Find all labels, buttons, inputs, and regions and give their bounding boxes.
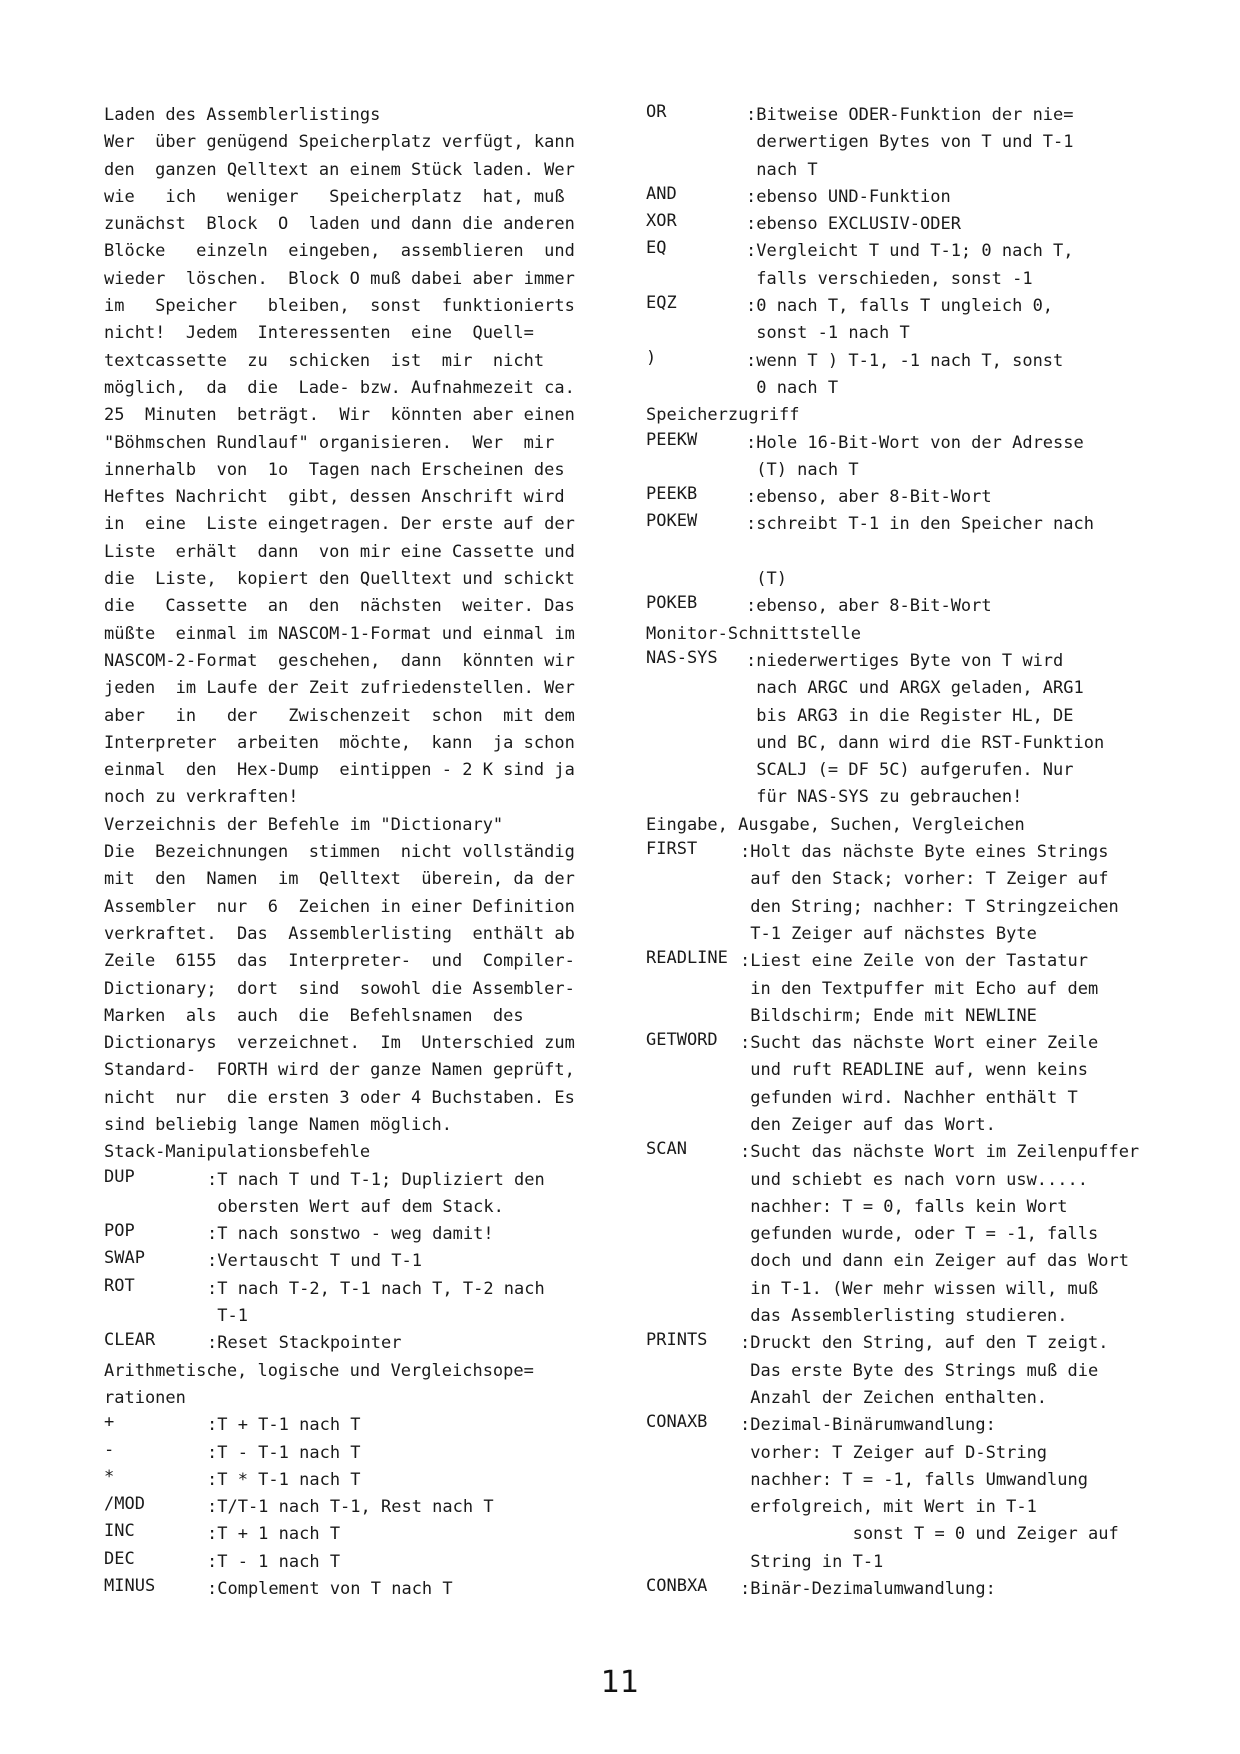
command-name: READLINE	[646, 948, 728, 969]
command-description	[207, 1494, 606, 1521]
description-line: :ebenso UND-Funktion	[746, 186, 951, 207]
command-name: DUP	[104, 1166, 135, 1187]
command-name: *	[104, 1466, 115, 1487]
paragraph-line: noch zu verkraften!	[104, 787, 299, 808]
description-line: :Sucht das nächste Wort im Zeilenpuffer	[740, 1142, 1140, 1163]
command-entry	[646, 1576, 1166, 1603]
monitor-heading: Monitor-Schnittstelle	[646, 623, 861, 644]
description-line: :T nach T-2, T-1 nach T, T-2 nach	[207, 1278, 545, 1299]
description-line: :Bitweise ODER-Funktion der nie=	[746, 105, 1074, 125]
command-entry	[646, 211, 1166, 238]
description-line: 0 nach T	[746, 377, 839, 398]
command-description	[207, 1276, 606, 1331]
command-description	[207, 1167, 606, 1222]
description-line: sonst -1 nach T	[746, 323, 910, 344]
description-line: :T + 1 nach T	[207, 1524, 341, 1545]
command-name: NAS-SYS	[646, 647, 718, 668]
loading-paragraph	[104, 102, 606, 812]
description-line: nach ARGC und ARGX geladen, ARG1	[746, 678, 1084, 699]
command-name: MINUS	[104, 1576, 156, 1597]
command-entry	[646, 238, 1166, 293]
description-line: nachher: T = 0, falls kein Wort	[740, 1196, 1068, 1217]
command-name: GETWORD	[646, 1030, 718, 1051]
command-description	[746, 102, 1166, 184]
description-line: den String; nachher: T Stringzeichen	[740, 896, 1119, 917]
command-entry	[104, 1330, 606, 1357]
command-description	[740, 1576, 1166, 1603]
command-description	[740, 1412, 1166, 1576]
paragraph-line: nicht! Jedem Interessenten eine Quell=	[104, 323, 534, 344]
io-commands	[646, 839, 1166, 1603]
command-entry	[104, 1576, 606, 1603]
command-name: DEC	[104, 1548, 135, 1569]
command-description	[207, 1549, 606, 1576]
command-name: PEEKB	[646, 484, 698, 505]
command-description	[746, 593, 1166, 620]
description-line: String in T-1	[740, 1551, 884, 1572]
description-line: in T-1. (Wer mehr wissen will, muß	[740, 1278, 1099, 1299]
command-name: POKEW	[646, 511, 698, 532]
description-line: nach T	[746, 159, 818, 180]
description-line: :T nach sonstwo - weg damit!	[207, 1224, 494, 1245]
paragraph-line: sind beliebig lange Namen möglich.	[104, 1114, 452, 1135]
command-name: OR	[646, 102, 667, 122]
description-line: :ebenso, aber 8-Bit-Wort	[746, 487, 992, 508]
command-description	[740, 1030, 1166, 1139]
description-line: :T * T-1 nach T	[207, 1469, 361, 1490]
description-line: sonst T = 0 und Zeiger auf	[740, 1524, 1119, 1545]
command-name: +	[104, 1412, 115, 1433]
command-description	[746, 511, 1166, 593]
paragraph-line: die Cassette an den nächsten weiter. Das	[104, 596, 575, 617]
command-entry	[104, 1521, 606, 1548]
description-line: :T/T-1 nach T-1, Rest nach T	[207, 1497, 494, 1518]
io-heading: Eingabe, Ausgabe, Suchen, Vergleichen	[646, 814, 1025, 835]
command-description	[746, 430, 1166, 485]
paragraph-line: im Speicher bleiben, sonst funktionierts	[104, 296, 575, 317]
description-line: das Assemblerlisting studieren.	[740, 1306, 1068, 1327]
description-line: gefunden wird. Nachher enthält T	[740, 1087, 1078, 1108]
description-line: :Hole 16-Bit-Wort von der Adresse	[746, 432, 1084, 453]
command-description	[746, 211, 1166, 238]
command-entry	[104, 1167, 606, 1222]
command-description	[207, 1412, 606, 1439]
description-line: :schreibt T-1 in den Speicher nach	[746, 514, 1094, 535]
paragraph-line: "Böhmschen Rundlauf" organisieren. Wer mir	[104, 432, 555, 453]
description-line: Das erste Byte des Strings muß die	[740, 1360, 1099, 1381]
paragraph-line: jeden im Laufe der Zeit zufriedenstellen. Wer	[104, 678, 575, 699]
logic-commands	[646, 102, 1166, 402]
command-entry	[646, 839, 1166, 948]
command-entry	[646, 948, 1166, 1030]
description-line: T-1 Zeiger auf nächstes Byte	[740, 923, 1037, 944]
command-name: INC	[104, 1521, 135, 1542]
description-line: :Complement von T nach T	[207, 1579, 453, 1600]
description-line: T-1	[207, 1306, 248, 1327]
description-line: doch und dann ein Zeiger auf das Wort	[740, 1251, 1129, 1272]
arith-heading-line1: Arithmetische, logische und Vergleichsope=	[104, 1360, 534, 1381]
command-entry	[646, 1030, 1166, 1139]
monitor-commands	[646, 648, 1166, 812]
command-entry	[646, 184, 1166, 211]
command-entry	[104, 1467, 606, 1494]
command-entry	[104, 1412, 606, 1439]
paragraph-line: Dictionary; dort sind sowohl die Assembler-	[104, 978, 575, 999]
command-name: )	[646, 347, 657, 368]
description-line: den Zeiger auf das Wort.	[740, 1114, 996, 1135]
command-description	[746, 348, 1166, 403]
command-name: CLEAR	[104, 1330, 156, 1351]
stack-commands	[104, 1167, 606, 1358]
right-column	[646, 102, 1166, 1603]
description-line	[746, 539, 1166, 566]
paragraph-line: Laden des Assemblerlistings	[104, 105, 381, 125]
description-line: :T - T-1 nach T	[207, 1442, 361, 1463]
description-line: für NAS-SYS zu gebrauchen!	[746, 787, 1023, 808]
description-line: vorher: T Zeiger auf D-String	[740, 1442, 1048, 1463]
command-description	[207, 1221, 606, 1248]
command-entry	[104, 1440, 606, 1467]
description-line: :Liest eine Zeile von der Tastatur	[740, 951, 1088, 972]
description-line: :Holt das nächste Byte eines Strings	[740, 842, 1109, 863]
paragraph-line: einmal den Hex-Dump eintippen - 2 K sind ja	[104, 760, 575, 781]
description-line: Bildschirm; Ende mit NEWLINE	[740, 1005, 1037, 1026]
command-entry	[104, 1276, 606, 1331]
description-line: erfolgreich, mit Wert in T-1	[740, 1497, 1037, 1518]
description-line: falls verschieden, sonst -1	[746, 268, 1033, 289]
command-name: CONAXB	[646, 1412, 708, 1433]
command-name: PEEKW	[646, 429, 698, 450]
command-entry	[104, 1221, 606, 1248]
command-entry	[646, 348, 1166, 403]
description-line: :ebenso, aber 8-Bit-Wort	[746, 596, 992, 617]
command-description	[746, 184, 1166, 211]
paragraph-line: wieder löschen. Block O muß dabei aber immer	[104, 268, 575, 289]
command-description	[746, 484, 1166, 511]
command-name: PRINTS	[646, 1330, 708, 1351]
command-name: SWAP	[104, 1248, 145, 1269]
command-description	[207, 1467, 606, 1494]
description-line: :Vertauscht T und T-1	[207, 1251, 422, 1272]
paragraph-line: verkraftet. Das Assemblerlisting enthält ab	[104, 923, 575, 944]
description-line: :Dezimal-Binärumwandlung:	[740, 1415, 996, 1436]
command-entry	[104, 1549, 606, 1576]
description-line: (T) nach T	[746, 459, 859, 480]
command-name: CONBXA	[646, 1576, 708, 1597]
description-line: :Binär-Dezimalumwandlung:	[740, 1579, 996, 1600]
command-name: POP	[104, 1221, 135, 1242]
left-column	[104, 102, 606, 1603]
description-line: derwertigen Bytes von T und T-1	[746, 132, 1074, 153]
paragraph-line: den ganzen Qelltext an einem Stück laden. Wer	[104, 159, 575, 180]
command-name: SCAN	[646, 1139, 687, 1160]
command-entry	[646, 511, 1166, 593]
paragraph-line: Liste erhält dann von mir eine Cassette und	[104, 541, 575, 562]
command-name: ROT	[104, 1275, 135, 1296]
paragraph-line: aber in der Zwischenzeit schon mit dem	[104, 705, 575, 726]
description-line: auf den Stack; vorher: T Zeiger auf	[740, 869, 1109, 890]
command-entry	[646, 430, 1166, 485]
paragraph-line: müßte einmal im NASCOM-1-Format und einmal im	[104, 623, 575, 644]
command-description	[746, 293, 1166, 348]
description-line: obersten Wert auf dem Stack.	[207, 1196, 504, 1217]
command-name: -	[104, 1439, 115, 1460]
paragraph-line: in eine Liste eingetragen. Der erste auf der	[104, 514, 575, 535]
description-line: :wenn T ) T-1, -1 nach T, sonst	[746, 350, 1064, 371]
paragraph-line: Blöcke einzeln eingeben, assemblieren und	[104, 241, 575, 262]
command-name: FIRST	[646, 839, 698, 860]
command-description	[207, 1576, 606, 1603]
command-name: EQZ	[646, 293, 677, 314]
description-line: in den Textpuffer mit Echo auf dem	[740, 978, 1099, 999]
command-description	[740, 1330, 1166, 1412]
command-description	[740, 839, 1166, 948]
description-line: nachher: T = -1, falls Umwandlung	[740, 1469, 1088, 1490]
paragraph-line: möglich, da die Lade- bzw. Aufnahmezeit ca.	[104, 377, 575, 398]
paragraph-line: innerhalb von 1o Tagen nach Erscheinen des	[104, 459, 565, 480]
paragraph-line: Assembler nur 6 Zeichen in einer Definition	[104, 896, 575, 917]
description-line: gefunden wurde, oder T = -1, falls	[740, 1224, 1099, 1245]
description-line: und schiebt es nach vorn usw.....	[740, 1169, 1088, 1190]
command-name: POKEB	[646, 593, 698, 614]
description-line: bis ARG3 in die Register HL, DE	[746, 705, 1074, 726]
description-line: und BC, dann wird die RST-Funktion	[746, 732, 1105, 753]
description-line: :0 nach T, falls T ungleich 0,	[746, 296, 1054, 317]
command-entry	[646, 593, 1166, 620]
paragraph-line: Marken als auch die Befehlsnamen des	[104, 1005, 524, 1026]
command-entry	[646, 293, 1166, 348]
description-line: und ruft READLINE auf, wenn keins	[740, 1060, 1088, 1081]
description-line: SCALJ (= DF 5C) aufgerufen. Nur	[746, 760, 1074, 781]
paragraph-line: Zeile 6155 das Interpreter- und Compiler-	[104, 951, 575, 972]
memory-commands	[646, 430, 1166, 621]
paragraph-line: zunächst Block O laden und dann die anderen	[104, 214, 575, 235]
paragraph-line: Interpreter arbeiten möchte, kann ja schon	[104, 732, 575, 753]
paragraph-line: die Liste, kopiert den Quelltext und schickt	[104, 569, 575, 590]
command-description	[207, 1521, 606, 1548]
description-line: Anzahl der Zeichen enthalten.	[740, 1387, 1048, 1408]
command-description	[740, 948, 1166, 1030]
page-number: 11	[600, 1665, 640, 1700]
command-description	[207, 1248, 606, 1275]
paragraph-line: Heftes Nachricht gibt, dessen Anschrift wird	[104, 487, 565, 508]
command-description	[740, 1139, 1166, 1330]
paragraph-line: textcassette zu schicken ist mir nicht	[104, 350, 545, 371]
command-description	[746, 238, 1166, 293]
arith-heading-line2: rationen	[104, 1387, 186, 1408]
description-line: :Druckt den String, auf den T zeigt.	[740, 1333, 1109, 1354]
description-line: :Vergleicht T und T-1; 0 nach T,	[746, 241, 1074, 262]
command-entry	[646, 1412, 1166, 1576]
command-description	[746, 648, 1166, 812]
paragraph-line: mit den Namen im Qelltext überein, da der	[104, 869, 575, 890]
paragraph-line: wie ich weniger Speicherplatz hat, muß	[104, 186, 565, 207]
command-entry	[646, 1139, 1166, 1330]
description-line: :niederwertiges Byte von T wird	[746, 650, 1064, 671]
command-entry	[646, 102, 1166, 184]
arith-commands	[104, 1412, 606, 1603]
command-entry	[104, 1494, 606, 1521]
command-description	[207, 1330, 606, 1357]
command-entry	[646, 1330, 1166, 1412]
command-name: /MOD	[104, 1494, 145, 1515]
description-line: (T)	[746, 569, 787, 590]
command-name: EQ	[646, 238, 667, 259]
command-entry	[646, 484, 1166, 511]
description-line: :T - 1 nach T	[207, 1551, 341, 1572]
description-line: :T nach T und T-1; Dupliziert den	[207, 1169, 545, 1190]
command-name: AND	[646, 183, 677, 204]
paragraph-line: 25 Minuten beträgt. Wir könnten aber einen	[104, 405, 575, 426]
description-line: :Reset Stackpointer	[207, 1333, 402, 1354]
paragraph-line: NASCOM-2-Format geschehen, dann könnten wir	[104, 650, 575, 671]
paragraph-line: Standard- FORTH wird der ganze Namen geprüft,	[104, 1060, 575, 1081]
description-line: :ebenso EXCLUSIV-ODER	[746, 214, 961, 235]
memory-heading: Speicherzugriff	[646, 405, 800, 426]
command-name: XOR	[646, 211, 677, 232]
command-description	[207, 1440, 606, 1467]
paragraph-line: Die Bezeichnungen stimmen nicht vollständig	[104, 842, 575, 863]
paragraph-line: Dictionarys verzeichnet. Im Unterschied zum	[104, 1033, 575, 1054]
paragraph-line: nicht nur die ersten 3 oder 4 Buchstaben. Es	[104, 1087, 575, 1108]
description-line: :T + T-1 nach T	[207, 1415, 361, 1436]
dictionary-paragraph	[104, 812, 606, 1140]
paragraph-line: Verzeichnis der Befehle im "Dictionary"	[104, 814, 504, 835]
paragraph-line: Wer über genügend Speicherplatz verfügt, kann	[104, 132, 575, 153]
description-line: :Sucht das nächste Wort einer Zeile	[740, 1033, 1099, 1054]
command-entry	[104, 1248, 606, 1275]
command-entry	[646, 648, 1166, 812]
stack-heading: Stack-Manipulationsbefehle	[104, 1142, 371, 1163]
